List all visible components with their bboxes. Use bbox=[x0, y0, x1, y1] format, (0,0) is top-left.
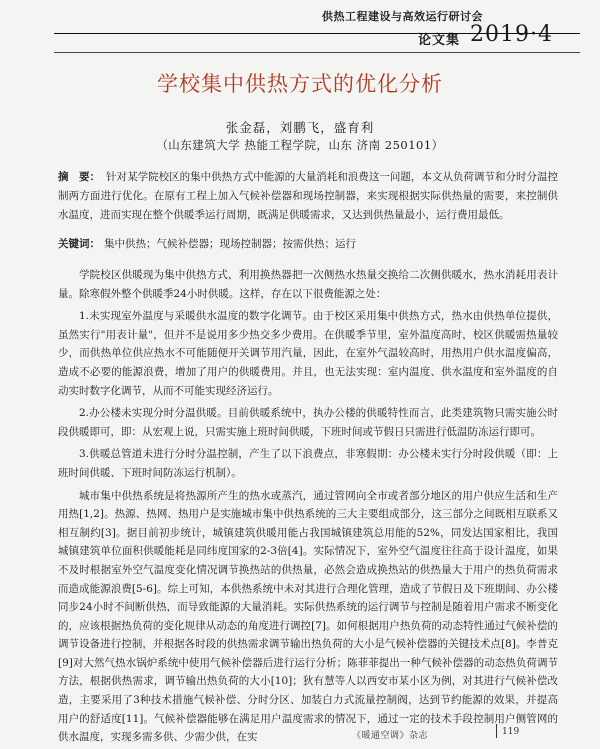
keywords-text: 集中供热；气候补偿器；现场控制器；按需供热；运行 bbox=[104, 238, 356, 250]
column-label: 论文集 bbox=[418, 33, 461, 48]
paragraph: 1.未实现室外温度与采暖供水温度的数字化调节。由于校区采用集中供热方式，热水由供热单位提供，虽然实行"用表计量"，但并不是说用多少热交多少费用。在供暖季节里，室外温度高时，校区供暖需热量较少，而供热单位供应热水不可能随便开关调节用汽量，因此，在室外气温较高时，用热用户供水温度偏高，造成不必要的能源浪费，增加了用户的供暖费用。并且，也无法实现：室内温度、供水温度和室外温度的自动实时数字化调节，从而不可能实现经济运行。 bbox=[58, 310, 558, 397]
page-number: 119 bbox=[502, 727, 520, 737]
paper-title: 学校集中供热方式的优化分析 bbox=[157, 72, 443, 96]
footer-divider bbox=[496, 724, 497, 738]
body-text bbox=[58, 266, 558, 749]
author-list: 张金磊，刘鹏飞，盛育利 bbox=[225, 120, 375, 135]
paragraph: 学院校区供暖现为集中供热方式，利用换热器把一次侧热水热量交换给二次侧供暖水，热水消耗用表计量。除寒假外整个供暖季24小时供暖。这样，存在以下很费能源之处： bbox=[58, 269, 558, 300]
conference-name: 供热工程建设与高效运行研讨会 bbox=[322, 10, 483, 23]
paragraph: 城市集中供热系统是将热源所产生的热水或蒸汽，通过管网向全市或者部分地区的用户供应生活和生产用热[1,2]。热源、热网、热用户是实施城市集中供热系统的三大主要组成部分，这三部分之间既相互联系又相互制约[3]。据目前初步统计，城镇建筑供暖用能占我国城镇建筑总用能的52%，同发达国家相比，我国城镇建筑单位面积供暖能耗是同纬度国家的2-3倍[4]。实际情况下，室外空气温度往往高于设计温度，如果不及时根据室外空气温度变化情况调节换热站的供热量，必然会造成换热站的供热量大于用户的热负荷需求而造成能源浪费[5-6]。综上可知，本供热系统中未对其进行合理化管理，造成了节假日及下班期间、办公楼同步24小时不间断供热，而导致能源的大量消耗。实际供热系统的运行调节与控制是随着用户需求不断变化的，应该根据热负荷的变化规律从动态的角度进行调控[7]。如何根据用户热负荷的动态特性通过气候补偿的调节设备进行控制，并根据各时段的供热需求调节输出热负荷的大小是气候补偿器的关键技术点[8]。李普克[9]对大然气热水锅炉系统中使用气候补偿器后进行运行分析；陈菲菲提出一种气候补偿器的动态热负荷调节方法，根据供热需求，调节输出热负荷的大小[10]；狄有慧等人以西安市某小区为例，对其进行气候补偿改造，主要采用了3种技术措施气候补偿、分时分区、加装白力式流量控制阀，达到节约能源的效果，并提高用户的舒适度[11]。气候补偿器能够在满足用户温度需求的情况下，通过一定的技术手段控制用户侧管网的供水温度，实现多需多供、少需少供，在实 bbox=[58, 489, 558, 744]
paragraph: 2.办公楼未实现分时分温供暖。目前供暖系统中，执办公楼的供暖特性而言，此类建筑物只需实施公时段供暖即可，即：从宏观上说，只需实施上班时间供暖，下班时间或节假日只需进行低温防冻运行即可。 bbox=[58, 407, 558, 438]
keywords bbox=[58, 235, 558, 254]
abstract bbox=[58, 168, 558, 225]
footer-journal: 《暖通空调》杂志 bbox=[352, 731, 429, 741]
header-rule-thin bbox=[54, 52, 580, 53]
header-rule bbox=[54, 33, 580, 34]
keywords-label: 关键词： bbox=[58, 238, 100, 250]
issue-year: 2019·4 bbox=[470, 22, 553, 47]
abstract-label: 摘 要： bbox=[58, 171, 101, 183]
abstract-text: 针对某学院校区的集中供热方式中能源的大量消耗和浪费这一问题，本文从负荷调节和分时分温控制两方面进行优化。在原有工程上加入气候补偿器和现场控制器，来实现根据实际供热量的需要，来控制供水温度，进而实现在整个供暖季运行周期，既满足供暖需求，又达到供热量最小，运行费用最低。 bbox=[58, 171, 559, 221]
paragraph: 3.供暖总管道未进行分时分温控制，产生了以下浪费点，非寒假期：办公楼未实行分时段供暖（即：上班时间供暖、下班时间防冻运行机制）。 bbox=[58, 448, 558, 479]
affiliation: （山东建筑大学 热能工程学院，山东 济南 250101） bbox=[156, 138, 444, 152]
